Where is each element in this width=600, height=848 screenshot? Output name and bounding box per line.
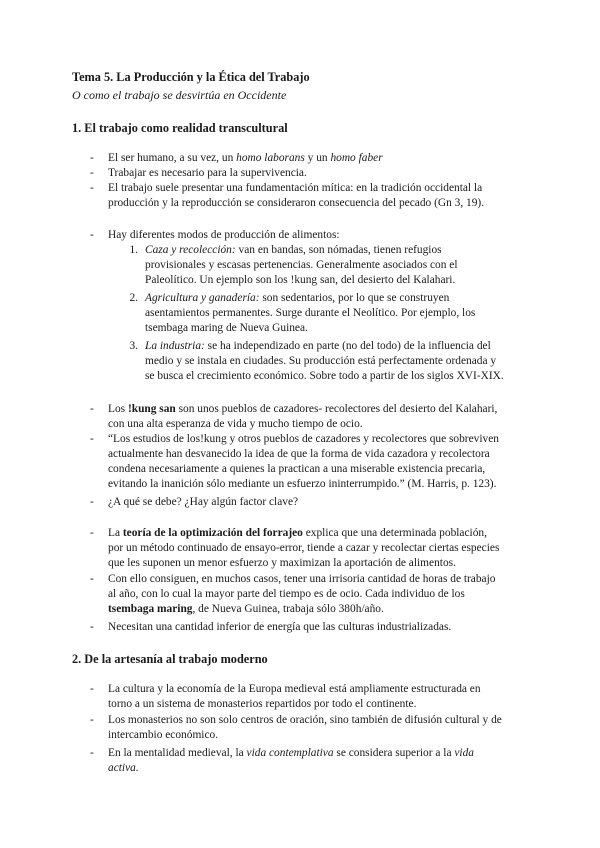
list-item-line: Con ello consiguen, en muchos casos, tener una irrisoria cantidad de horas de trabajo xyxy=(108,573,496,585)
doc-title: Tema 5. La Producción y la Ética del Trabajo xyxy=(72,70,310,84)
quote-line: actualmente han desvanecido la idea de que la forma de vida cazadora y recolectora xyxy=(108,448,490,460)
text-run: y un xyxy=(304,152,331,164)
list-item-line: Los monasterios no son solo centros de oración, sino también de difusión cultural y de xyxy=(108,714,502,726)
bullet-dash: - xyxy=(90,403,94,415)
bold-term: teoría de la optimización del forrajeo xyxy=(122,527,303,539)
quote-line: condena necesariamente a quienes la practican a una miserable existencia precaria, xyxy=(108,463,486,475)
list-item xyxy=(108,151,383,166)
bullet-dash: - xyxy=(90,182,94,194)
italic-term: homo faber xyxy=(330,152,383,164)
list-item-line: producción y la reproducción se consideraron consecuencia del pecado (Gn 3, 19). xyxy=(108,197,485,209)
list-item-line: por un método continuado de ensayo-error, tiende a cazar y recolectar ciertas especies xyxy=(108,542,500,554)
text-run: La xyxy=(108,527,123,539)
text-run: explica que una determinada población, xyxy=(302,527,487,539)
text-run: se considera superior a la xyxy=(333,747,455,759)
numbered-item-line: Paleolítico. Un ejemplo son los !kung san, del desierto del Kalahari. xyxy=(145,274,456,286)
text-run: Los xyxy=(108,403,128,415)
section-2-heading: 2. De la artesanía al trabajo moderno xyxy=(72,652,268,666)
list-number: 1. xyxy=(129,244,138,256)
list-number: 3. xyxy=(129,340,138,352)
text-run: se ha independizado en parte (no del todo) de la influencia del xyxy=(204,340,491,352)
list-item xyxy=(108,402,497,417)
bullet-dash: - xyxy=(90,527,94,539)
text-run: son sedentarios, por lo que se construyen xyxy=(259,292,450,304)
bullet-dash: - xyxy=(90,496,94,508)
text-run: , de Nueva Guinea, trabaja sólo 380h/año. xyxy=(192,603,384,615)
list-item xyxy=(108,526,487,541)
italic-term: La industria: xyxy=(145,340,205,352)
text-run: El ser humano, a su vez, un xyxy=(108,152,237,164)
italic-term: vida contemplativa xyxy=(246,747,334,759)
text-run: En la mentalidad medieval, la xyxy=(108,747,247,759)
italic-term: vida xyxy=(454,747,474,759)
list-item: ¿A qué se debe? ¿Hay algún factor clave? xyxy=(108,496,299,508)
italic-term: Caza y recolección: xyxy=(145,244,236,256)
bullet-dash: - xyxy=(90,167,94,179)
list-item-line: intercambio económico. xyxy=(108,729,219,741)
numbered-item xyxy=(145,243,442,258)
list-item-line: al año, con lo cual la mayor parte del tiempo es de ocio. Cada individuo de los xyxy=(108,588,465,600)
bullet-dash: - xyxy=(90,621,94,633)
numbered-item-line: tsembaga maring de Nueva Guinea. xyxy=(145,322,308,334)
bullet-dash: - xyxy=(90,573,94,585)
section-1-heading: 1. El trabajo como realidad transcultural xyxy=(72,121,288,135)
list-item-line: que les suponen un menor esfuerzo y maximizan la aportación de alimentos. xyxy=(108,557,456,569)
list-item xyxy=(108,746,474,761)
numbered-item-line: provisionales y escasas pertenencias. Generalmente asociados con el xyxy=(145,259,458,271)
italic-term: homo laborans xyxy=(236,152,305,164)
bullet-dash: - xyxy=(90,714,94,726)
numbered-item-line: se busca el crecimiento económico. Sobre todo a partir de los siglos XVI-XIX. xyxy=(145,370,504,382)
bullet-dash: - xyxy=(90,229,94,241)
bullet-dash: - xyxy=(90,152,94,164)
doc-subtitle: O como el trabajo se desvirtúa en Occidente xyxy=(72,88,287,102)
numbered-item xyxy=(145,339,491,354)
text-run: son unos pueblos de cazadores- recolectores del desierto del Kalahari, xyxy=(175,403,498,415)
list-item: Necesitan una cantidad inferior de energía que las culturas industrializadas. xyxy=(108,621,452,633)
list-item-line: La cultura y la economía de la Europa medieval está ampliamente estructurada en xyxy=(108,683,481,695)
list-item: Trabajar es necesario para la supervivencia. xyxy=(108,167,307,179)
list-item: Hay diferentes modos de producción de alimentos: xyxy=(108,229,340,241)
list-item-line: El trabajo suele presentar una fundamentación mítica: en la tradición occidental la xyxy=(108,182,483,194)
italic-term: Agricultura y ganadería: xyxy=(145,292,260,304)
list-item-line xyxy=(108,602,384,617)
numbered-item-line: medio y se instala en ciudades. Su producción está perfectamente ordenada y xyxy=(145,355,497,367)
bullet-dash: - xyxy=(90,433,94,445)
numbered-item-line: asentamientos permanentes. Surge durante el Neolítico. Por ejemplo, los xyxy=(145,307,476,319)
bullet-dash: - xyxy=(90,747,94,759)
quote-line: “Los estudios de los!kung y otros pueblos de cazadores y recolectores que sobreviven xyxy=(108,433,499,445)
list-item-line: torno a un sistema de monasterios repartidos por todo el continente. xyxy=(108,698,417,710)
bold-term: tsembaga maring xyxy=(108,603,193,615)
bullet-dash: - xyxy=(90,683,94,695)
bold-term: !kung san xyxy=(127,403,176,415)
quote-line: evitando la inanición sólo mediante un esfuerzo ininterrumpido.” (M. Harris, p. 123). xyxy=(108,478,497,490)
numbered-item xyxy=(145,291,449,306)
list-number: 2. xyxy=(129,292,138,304)
list-item-line: activa. xyxy=(108,762,139,774)
text-run: van en bandas, son nómadas, tienen refugios xyxy=(235,244,442,256)
list-item-line: con una alta esperanza de vida y mucho tiempo de ocio. xyxy=(108,418,363,430)
